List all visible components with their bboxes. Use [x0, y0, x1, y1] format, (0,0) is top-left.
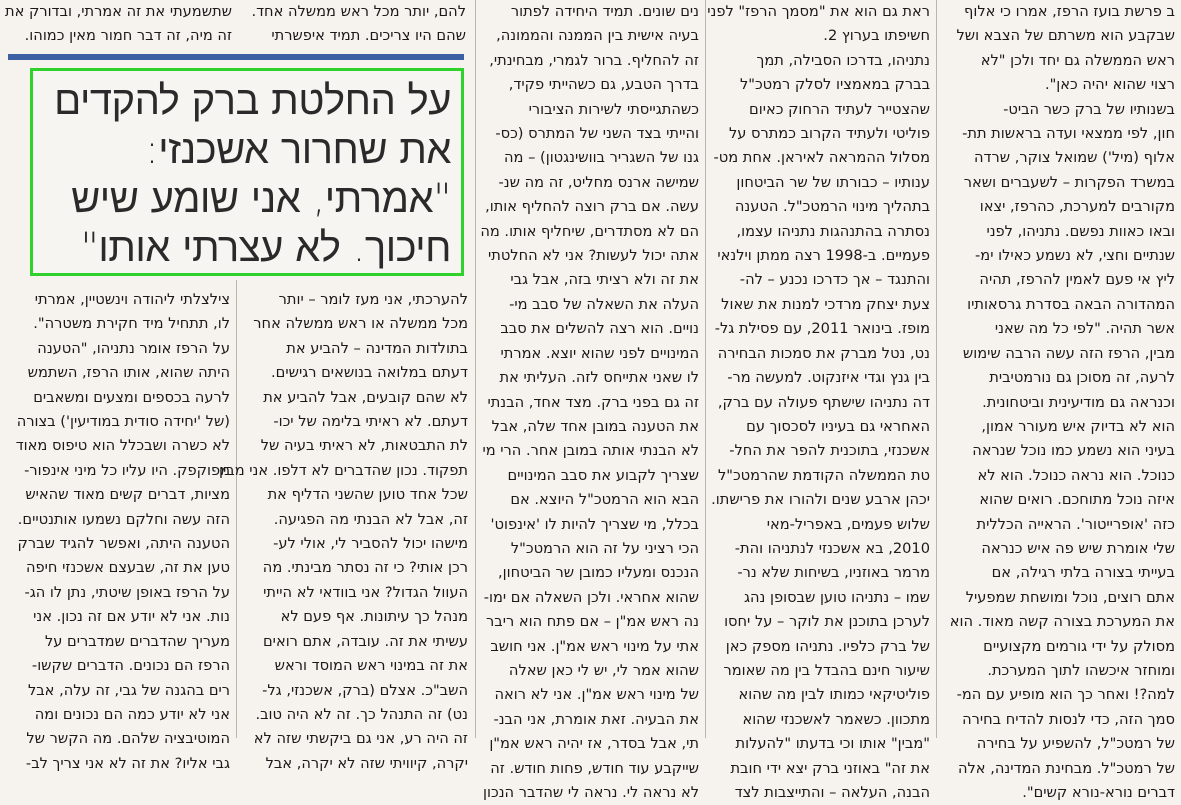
- article-line: תפקוד. נכון שהדברים לא דלפו. אני מבין: [219, 461, 468, 479]
- article-line: נסתרה בהתנהגות נתניהו עצמו,: [736, 222, 930, 240]
- article-line: נט, נטל מברק את סמכות הבחירה: [717, 344, 930, 362]
- article-line: לערכן בתוכנן את לוקר – על יחסו: [724, 613, 930, 631]
- article-line: מישהו יכול להסביר לי, אולי לע-: [273, 535, 468, 553]
- column-rule: [705, 0, 706, 738]
- article-line: נתניהו, בדרכו הסבילה, תמך: [756, 51, 930, 69]
- article-line: לרעה, זה מסוכן גם נורמטיבית: [989, 369, 1175, 387]
- article-line: נה ראש אמ"ן – אם פתח הוא ריבר: [486, 613, 699, 631]
- article-line: זה, אבל לא הבנתי מה הפגיעה.: [273, 510, 468, 528]
- article-line: שלי אומרת שיש פה איש כנראה: [981, 539, 1175, 557]
- article-column-5-top: [4, 0, 232, 48]
- article-line: למה?! ואחר כך הוא מופיע עם המ-: [956, 686, 1175, 704]
- article-line: על הרפז אומר נתניהו, "הטענה: [37, 339, 230, 357]
- article-line: 2010, בא אשכנזי לנתניהו והת-: [734, 539, 930, 557]
- article-line: מופז. בינואר 2011, עם פסילת גל-: [714, 320, 930, 338]
- article-line: הטענה היתה, ואפשר להגיד שברק: [17, 535, 230, 553]
- article-line: וכנראה גם מודיעינית וביטחונית.: [982, 393, 1175, 411]
- article-line: שכל אחד טוען שהשני הדליף את: [267, 486, 468, 504]
- article-line: האחראי גם בעיניו לסכסוך עם: [746, 417, 930, 435]
- article-line: דברים נורא-נורא קשים".: [1022, 784, 1175, 801]
- article-column-1: [945, 0, 1175, 801]
- article-line: לא שהם קובעים, אבל להביע את: [263, 388, 468, 406]
- article-line: בעיה אישית בין הממנה והממונה,: [496, 27, 699, 45]
- article-line: על הרפז באופן שיטתי, נתן לו הג-: [24, 583, 230, 601]
- article-line: דעתם במלואה בנושאים רגישים.: [271, 364, 468, 382]
- article-line: שהוא אמר לי, יש לי כאן שאלה: [508, 661, 699, 679]
- article-line: כזה 'אופרייטור'. הראייה הכללית: [976, 515, 1175, 533]
- article-line: והייתי בצד השני של המתרס (כס-: [495, 125, 699, 143]
- article-line: מפוקפק. היו עליו כל מיני אינפור-: [24, 461, 230, 479]
- article-line: מנהל כך עיתונות. אף פעם לא: [280, 608, 468, 626]
- article-line: לת התבטאות, לא ראיתי בעיה של: [260, 437, 468, 455]
- article-line: גבי אליו? את זה לא אני צריך לב-: [25, 754, 230, 772]
- article-line: הבנה, העלאה – והתייצבות לצד: [734, 784, 930, 801]
- article-line: מרמר באוזניו, בשיחות שלא נר-: [737, 564, 930, 582]
- article-line: טת הממשלה הקודמת שהרמטכ"ל: [717, 466, 930, 484]
- article-line: כנוכל. הוא נראה כנוכל. הוא לא: [977, 466, 1175, 484]
- article-line: נט) זה התנהל כך. זה לא היה טוב.: [255, 705, 468, 723]
- article-line: רצוי שהוא יהיה כאן".: [1044, 76, 1175, 94]
- article-line: בברק במאמציו לסלק רמטכ"ל: [739, 76, 930, 94]
- article-line: שהצטייר לעתיד הרחוק כאיום: [749, 100, 930, 118]
- article-line: טען את זה, שבעצם אשכנזי חיפה: [25, 559, 230, 577]
- article-line: תי, אבל בסדר, אז יהיה ראש אמ"ן: [489, 735, 699, 753]
- article-line: שתשמעתי את זה אמרתי, ובדורק את: [5, 3, 232, 20]
- section-bar: [8, 54, 464, 60]
- article-line: פעמיים. ב-1998 רצה ממתן וילנאי: [717, 247, 930, 265]
- article-line: את הטענה במובן אחד שלה, אבל: [491, 417, 699, 435]
- article-line: בתולדות המדינה – להביע את: [286, 339, 468, 357]
- article-line: בין גנץ וגדי איזנקוט. למעשה מר-: [727, 369, 930, 387]
- article-line: בדרך הטבע, גם כשהייתי פקיד,: [508, 76, 699, 94]
- article-line: זה להחליף. ברור לגמרי, מבחינתי,: [489, 51, 699, 69]
- article-line: מעריך שהדברים שמדברים על: [44, 632, 230, 650]
- article-line: יקרה, קיוויתי שזה לא יקרה, אבל: [265, 754, 468, 772]
- article-line: להערכתי, אני מעז לומר – יותר: [278, 291, 468, 308]
- article-line: את הבעיה. זאת אומרת, אני הבנ-: [493, 710, 699, 728]
- article-line: והתנגד – אך כדרכו נכנע – לה-: [739, 271, 930, 289]
- article-line: נויים. הוא רצה להשלים את סבב: [500, 320, 699, 338]
- article-line: ענותיו – כבורתו של שר הביטחון: [736, 173, 930, 191]
- pull-quote-line: "אמרתי, אני שומע שיש: [71, 176, 451, 222]
- article-line: חשיפתו בערוץ 2.: [823, 27, 930, 45]
- article-line: כשהתגייסתי לשירות הציבורי: [528, 100, 699, 118]
- article-line: צעת יצחק מרדכי למנות את שאול: [721, 295, 930, 313]
- article-line: הנכנס ומעליו כמובן שר הביטחון,: [498, 564, 699, 582]
- article-line: מקורבים למערכת, כהרפז, יצאו: [979, 198, 1175, 216]
- pull-quote-line: חיכוך. לא עצרתי אותו": [80, 225, 451, 271]
- article-line: שהוא אחראי. ולכן השאלה אם ימו-: [483, 588, 699, 606]
- article-line: את זה במינוי ראש המוסד וראש: [274, 657, 468, 675]
- article-line: ראש הממשלה גם יחד ולכן "לא: [980, 51, 1175, 69]
- pull-quote-line: את שחרור אשכנזי:: [145, 127, 451, 173]
- article-line: המוטיבציה שלהם. מה הקשר של: [26, 730, 230, 748]
- article-line: עשיתי את זה. עובדה, אתם רואים: [263, 632, 468, 650]
- article-line: הכי רציני על זה הוא הרמטכ"ל: [510, 539, 699, 557]
- article-line: לו, תתחיל מיד חקירת משטרה".: [33, 315, 230, 333]
- article-line: שהם היו צריכים. תמיד איפשרתי: [271, 27, 466, 45]
- article-line: איזה נוכל מתוחכם. רואים שהוא: [979, 491, 1175, 509]
- article-line: הוא לא בדיוק איש מעורר אמון,: [981, 417, 1175, 435]
- article-line: אתי על מינוי ראש אמ"ן. אני חושב: [490, 637, 699, 655]
- article-line: פוליטי ולעתיד הקרוב כמתרס על: [728, 125, 930, 143]
- article-line: מציות, דברים קשים מאוד שהאיש: [25, 486, 230, 504]
- article-line: בכלל, מי שצריך להיות לו 'אינפוט': [490, 515, 699, 533]
- article-line: גנו של השגריר בוושינגטון) – מה: [504, 149, 699, 167]
- article-line: לו שאני אתייחס לזה. העליתי את: [499, 369, 699, 387]
- article-line: אשכנזי, בתוכנית להפר את החל-: [729, 442, 930, 460]
- column-rule: [936, 0, 937, 738]
- article-line: בעייתי בצורה בלתי רגילה, אם: [991, 564, 1175, 582]
- article-line: סמך הזה, כדי לנסות להדיח בחירה: [962, 710, 1175, 728]
- article-line: של רמטכ"ל. מבחינת המדינה, אלה: [957, 759, 1175, 777]
- pull-quote-line: על החלטת ברק להקדים: [54, 78, 451, 124]
- article-line: לא נראה לי. נראה לי שהדבר הנכון: [483, 784, 699, 801]
- article-line: שצריך לקבוע את סבב המינויים: [507, 466, 699, 484]
- article-line: עשה. אם ברק רוצה להחליף אותו,: [485, 198, 699, 216]
- article-line: פוליטיקאי כמותו לבין מה שהוא: [738, 686, 930, 704]
- article-line: את זה ולא רציתי בזה, אבל גבי: [510, 271, 699, 289]
- article-line: המהדורה הבאה בסדרת גרסאותיו: [967, 295, 1175, 313]
- article-line: (של 'יחידה סודית במודיעין') בצורה: [16, 413, 230, 431]
- article-line: שלוש פעמים, באפריל-מאי: [766, 515, 930, 533]
- article-column-2: [707, 0, 930, 801]
- article-line: ומוחזר איכשהו לתוך המערכת.: [987, 661, 1175, 679]
- article-line: הם לא מסתדרים, שיחליף אותו. מה: [480, 222, 699, 240]
- article-line: יכהן ארבע שנים ולהורו את פרישתו.: [711, 491, 930, 509]
- article-line: ראת גם הוא את "מסמך הרפז" לפני: [707, 3, 930, 20]
- article-line: השב"כ. אצלם (ברק, אשכנזי, גל-: [262, 681, 468, 699]
- article-line: זה גם בפני ברק. מצד אחד, הבנתי: [487, 393, 699, 411]
- article-column-4: [219, 288, 468, 772]
- article-line: מסלול ההמראה לאיראן. אחת מט-: [713, 149, 930, 167]
- article-line: של רמטכ"ל, להשפיע על בחירה: [976, 735, 1175, 753]
- article-line: של ברק כלפיו. נתניהו מספק כאן: [725, 637, 930, 655]
- article-line: רים בהגנה של גבי, זה עלה, אבל: [27, 681, 230, 699]
- article-line: ב פרשת בועז הרפז, אמרו כי אלוף: [964, 3, 1175, 20]
- article-line: שנתיים וחצי, לא נשמע כאילו ימ-: [975, 247, 1175, 265]
- article-line: שבקבע הוא משרתם של הצבא ושל: [956, 27, 1175, 45]
- article-line: להם, יותר מכל ראש ממשלה אחד.: [251, 3, 466, 20]
- article-line: בתהליך מינוי הרמטכ"ל. הטענה: [734, 198, 930, 216]
- article-line: מכל ממשלה או ראש ממשלה אחר: [253, 315, 468, 333]
- article-line: שמישה ארנס מחליט, זה מה שנ-: [498, 173, 699, 191]
- article-line: לרעה בכספים ומצעים ומשאבים: [33, 388, 230, 406]
- article-line: צילצלתי ליהודה וינשטיין, אמרתי: [34, 291, 230, 308]
- article-line: מסולק על ידי גורמים מקצועיים: [983, 637, 1175, 655]
- article-line: אתם רוצים, נוכל ומושחת שמפעיל: [965, 588, 1175, 606]
- article-line: נים שונים. תמיד היחידה לפתור: [510, 3, 699, 20]
- column-rule: [236, 280, 237, 738]
- article-column-4-top: [240, 0, 466, 48]
- article-line: "מבין" אותו וכי בדעתו "להעלות: [735, 735, 930, 753]
- article-line: ליץ אי פעם לאמין להרפז, תהיה: [979, 271, 1175, 289]
- article-line: מתכוון. כשאמר לאשכנזי שהוא: [742, 710, 930, 728]
- article-line: את זה" באוזני ברק יצא ידי חובת: [730, 759, 930, 777]
- article-line: זה היה רע, אני גם ביקשתי שזה לא: [253, 730, 468, 748]
- article-line: זה מיה, זה דבר חמור מאין כמוהו.: [24, 27, 232, 45]
- article-line: רכן אותי? כי זה נסתר מבינתי. מה: [262, 559, 468, 577]
- article-line: בשנותיו של ברק כשר הביט-: [1003, 100, 1175, 118]
- article-line: אתה יכול לעשות? אני לא החלטתי: [487, 247, 699, 265]
- article-line: נות. אני לא יודע אם זה נכון. אני: [33, 608, 230, 626]
- article-line: אלוף (מיל') שמואל צוקר, שרדה: [973, 149, 1175, 167]
- article-line: שמו – נתניהו טוען שבסופן נהג: [743, 588, 930, 606]
- article-line: ובאו כאוות נפשם. נתניהו, לפני: [986, 222, 1175, 240]
- article-line: של מינוי ראש אמ"ן. אני לא רואה: [494, 686, 699, 704]
- pull-quote: [30, 68, 464, 276]
- article-line: הרפז הם נכונים. הדברים שקשו-: [31, 657, 230, 675]
- article-line: שייקבע עוד חודש, פחות חודש. זה: [490, 759, 699, 777]
- article-line: דה נתניהו שישתף פעולה עם ברק,: [717, 393, 930, 411]
- article-column-5: [4, 288, 230, 772]
- article-line: העלה את השאלה של סבב מי-: [509, 295, 699, 313]
- article-line: מבין, הרפז הזה עשה הרבה שימוש: [962, 344, 1175, 362]
- article-line: היתה שהוא, אותו הרפז, השתמש: [27, 364, 230, 382]
- article-line: אני לא יודע כמה הם נכונים ומה: [34, 705, 230, 723]
- article-line: שיעור חינם בהבדל בין מה שאומר: [723, 661, 930, 679]
- article-line: לא הבנתי אותה במובן אחר. הרי מי: [482, 442, 699, 460]
- article-line: דעתם. לא ראיתי בלימה של יכו-: [273, 413, 468, 431]
- article-line: חון, לפי ממצאי ועדה בראשות תת-: [962, 125, 1175, 143]
- article-line: את המערכת בצורה קשה מאוד. הוא: [949, 613, 1175, 631]
- article-line: הזה עשה וחלקם נשמעו אותנטיים.: [17, 510, 230, 528]
- article-column-3: [480, 0, 699, 801]
- article-line: במשרד הפקרות – לשעברים ושאר: [963, 173, 1175, 191]
- article-line: הבא הוא הרמטכ"ל היוצא. אם: [510, 491, 699, 509]
- article-line: לא כשרה ושבכלל הוא טיפוס מאוד: [15, 437, 230, 455]
- article-line: העוול הגדול? אני בוודאי לא הייתי: [263, 583, 468, 601]
- article-line: אשר תהיה. "לפי כל מה שאני: [994, 320, 1175, 338]
- article-line: בעיני הוא נשמע כמו נוכל שנראה: [972, 442, 1175, 460]
- article-line: המינויים לפני שהוא יוצא. אמרתי: [500, 344, 699, 362]
- column-rule: [475, 0, 476, 738]
